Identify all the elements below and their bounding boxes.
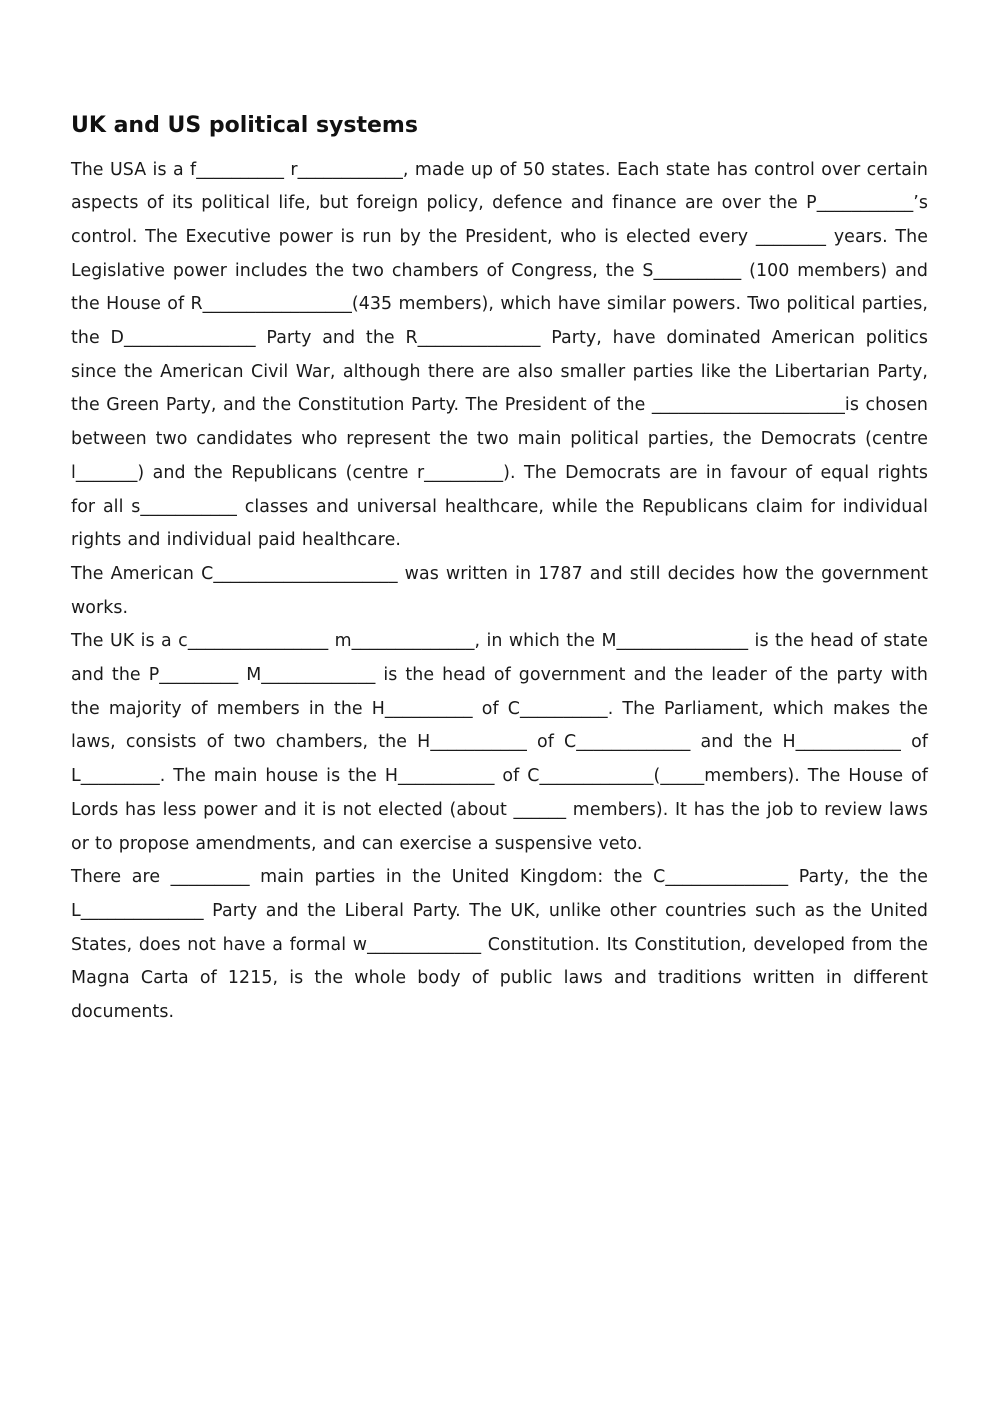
paragraph-us-system: The USA is a f__________ r____________, made up of 50 states. Each state has control over certain aspects of its political life, but foreign policy, defence and finance are over the P___________’s control. The Executive power is run by the President, who is elected every ________ years. The Legislative power includes the two chambers of Congress, the S__________ (100 members) and the House of R_________________(435 members), which have similar powers. Two political parties, the D_______________ Party and the R______________ Party, have dominated American politics since the American Civil War, although there are also smaller parties like the Libertarian Party, the Green Party, and the Constitution Party. The President of the ______________________is chosen between two candidates who represent the two main political parties, the Democrats (centre l_______) and the Republicans (centre r_________). The Democrats are in favour of equal rights for all s___________ classes and universal healthcare, while the Republicans claim for individual rights and individual paid healthcare. xyxy=(71,159,928,551)
paragraph-us-constitution: The American C_____________________ was written in 1787 and still decides how the government works. xyxy=(71,563,928,618)
paragraph-uk-system: The UK is a c________________ m______________, in which the M_______________ is the head of state and the P_________ M_____________ is the head of government and the leader of the party with the majority of members in the H__________ of C__________. The Parliament, which makes the laws, consists of two chambers, the H___________ of C_____________ and the H____________ of L_________. The main house is the H___________ of C_____________(_____members). The House of Lords has less power and it is not elected (about ______ members). It has the job to review laws or to propose amendments, and can exercise a suspensive veto. xyxy=(71,631,928,854)
worksheet-page xyxy=(71,112,928,1030)
paragraph-uk-parties: There are _________ main parties in the United Kingdom: the C______________ Party, the the L______________ Party and the Liberal Party. The UK, unlike other countries such as the United States, does not have a formal w_____________ Constitution. Its Constitution, developed from the Magna Carta of 1215, is the whole body of public laws and traditions written in different documents. xyxy=(71,867,928,1023)
page-title: UK and US political systems xyxy=(71,113,418,138)
